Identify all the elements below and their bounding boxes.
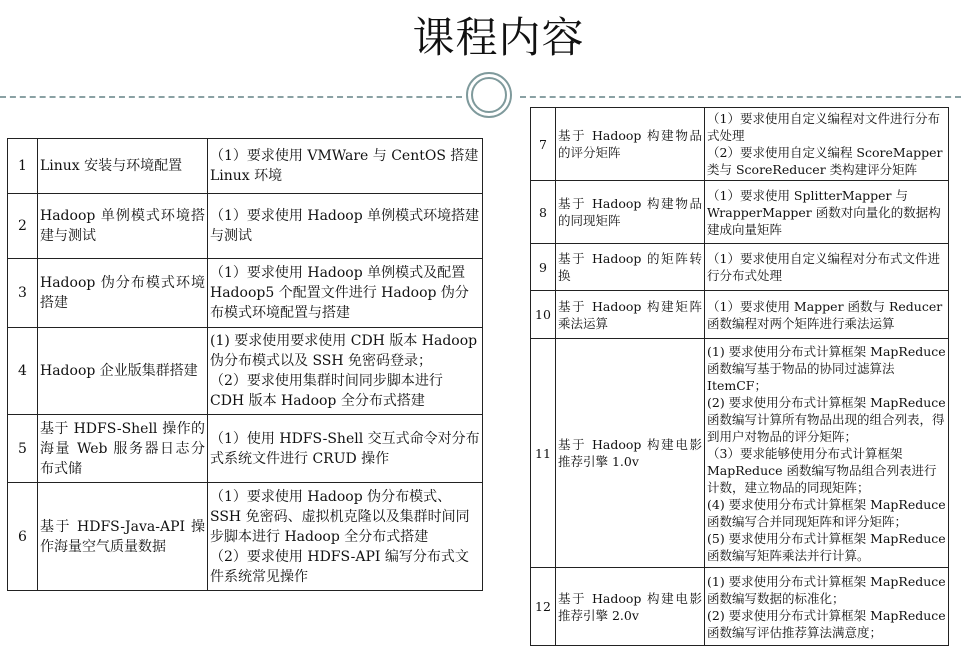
desc-line: (2) 要求使用分布式计算框架 MapReduce 函数编写评估推荐算法满意度； <box>707 607 946 640</box>
lesson-name: 基于 Hadoop 构建电影推荐引擎 2.0v <box>556 568 705 646</box>
row-number: 12 <box>531 568 556 646</box>
row-number: 9 <box>531 244 556 291</box>
desc-line: (4) 要求使用分布式计算框架 MapReduce 函数编写合并同现矩阵和评分矩阵； <box>707 496 946 529</box>
row-number: 1 <box>8 139 38 194</box>
table-row <box>8 328 483 415</box>
lesson-name: Hadoop 单例模式环境搭建与测试 <box>38 194 208 259</box>
lesson-desc <box>705 108 949 181</box>
page-title: 课程内容 <box>412 13 585 62</box>
lesson-name: Hadoop 伪分布模式环境搭建 <box>38 259 208 328</box>
lesson-name: 基于 HDFS-Java-API 操作海量空气质量数据 <box>38 483 208 591</box>
lesson-desc <box>208 328 483 415</box>
lesson-desc <box>705 244 949 291</box>
desc-line: （2）要求使用集群时间同步脚本进行 CDH 版本 Hadoop 全分布式搭建 <box>210 373 443 409</box>
lesson-name: 基于 Hadoop 构建电影推荐引擎 1.0v <box>556 339 705 568</box>
table-row <box>8 259 483 328</box>
table-row <box>531 181 949 244</box>
desc-line: （1）要求使用 Hadoop 单例模式及配置 Hadoop5 个配置文件进行 Hadoop 伪分布模式环境配置与搭建 <box>210 265 469 321</box>
lesson-desc <box>208 415 483 483</box>
desc-line: （2）要求使用自定义编程 ScoreMapper 类与 ScoreReducer 类构建评分矩阵 <box>707 145 943 177</box>
table-row <box>531 244 949 291</box>
row-number: 7 <box>531 108 556 181</box>
desc-line: （1）要求使用 Hadoop 单例模式环境搭建与测试 <box>210 208 480 244</box>
lesson-desc <box>208 483 483 591</box>
dashed-divider-left <box>0 96 462 98</box>
lesson-name: Linux 安装与环境配置 <box>38 139 208 194</box>
lesson-desc <box>208 139 483 194</box>
table-row <box>8 415 483 483</box>
desc-line: (5) 要求使用分布式计算框架 MapReduce 函数编写矩阵乘法并行计算。 <box>707 530 946 563</box>
row-number: 3 <box>8 259 38 328</box>
row-number: 2 <box>8 194 38 259</box>
lesson-desc <box>705 181 949 244</box>
table-row <box>531 291 949 339</box>
lesson-name: 基于 HDFS-Shell 操作的海量 Web 服务器日志分布式储 <box>38 415 208 483</box>
table-row <box>8 139 483 194</box>
lesson-desc <box>705 568 949 646</box>
row-number: 4 <box>8 328 38 415</box>
desc-line: （1）使用 HDFS-Shell 交互式命令对分布式系统文件进行 CRUD 操作 <box>210 430 480 467</box>
dashed-divider-right <box>520 96 961 98</box>
desc-line: （1）要求使用 Hadoop 伪分布模式、SSH 免密码、虚拟机克隆以及集群时间同步脚本进行 Hadoop 全分布式搭建 <box>210 488 470 545</box>
desc-line: （1）要求使用 VMWare 与 CentOS 搭建 Linux 环境 <box>210 148 479 184</box>
desc-line: （1）要求使用 Mapper 函数与 Reducer 函数编程对两个矩阵进行乘法运算 <box>707 298 943 331</box>
lesson-name: 基于 Hadoop 构建物品的评分矩阵 <box>556 108 705 181</box>
desc-line: (1) 要求使用分布式计算框架 MapReduce 函数编写数据的标准化； <box>707 573 946 606</box>
lesson-desc <box>208 259 483 328</box>
course-table-right <box>530 107 949 646</box>
desc-line: (1) 要求使用分布式计算框架 MapReduce 函数编写基于物品的协同过滤算法 ItemCF； <box>707 343 946 393</box>
lesson-name: 基于 Hadoop 构建物品的同现矩阵 <box>556 181 705 244</box>
lesson-desc <box>208 194 483 259</box>
desc-line: （1）要求使用自定义编程对分布式文件进行分布式处理 <box>707 251 940 283</box>
lesson-desc <box>705 291 949 339</box>
desc-line: （1）要求使用自定义编程对文件进行分布式处理 <box>707 111 940 143</box>
table-row <box>531 568 949 646</box>
lesson-desc <box>705 339 949 568</box>
desc-line: （1）要求使用 SplitterMapper 与 WrapperMapper 函数对向量化的数据构建成向量矩阵 <box>707 187 941 237</box>
lesson-name: Hadoop 企业版集群搭建 <box>38 328 208 415</box>
course-table-left <box>7 138 483 591</box>
row-number: 10 <box>531 291 556 339</box>
table-row <box>8 483 483 591</box>
desc-line: （2）要求使用 HDFS-API 编写分布式文件系统常见操作 <box>210 548 469 585</box>
desc-line: (2) 要求使用分布式计算框架 MapReduce 函数编写计算所有物品出现的组合列表，得到用户对物品的评分矩阵； <box>707 394 946 444</box>
desc-line: （3）要求能够使用分布式计算框架 MapReduce 函数编写物品组合列表进行计数，建立物品的同现矩阵； <box>707 445 937 495</box>
row-number: 5 <box>8 415 38 483</box>
circle-ornament-icon <box>466 72 512 118</box>
table-row <box>531 108 949 181</box>
table-row <box>8 194 483 259</box>
table-row <box>531 339 949 568</box>
lesson-name: 基于 Hadoop 构建矩阵乘法运算 <box>556 291 705 339</box>
desc-line: (1) 要求使用要求使用 CDH 版本 Hadoop 伪分布模式以及 SSH 免密码登录； <box>210 333 478 369</box>
lesson-name: 基于 Hadoop 的矩阵转换 <box>556 244 705 291</box>
row-number: 11 <box>531 339 556 568</box>
row-number: 8 <box>531 181 556 244</box>
row-number: 6 <box>8 483 38 591</box>
